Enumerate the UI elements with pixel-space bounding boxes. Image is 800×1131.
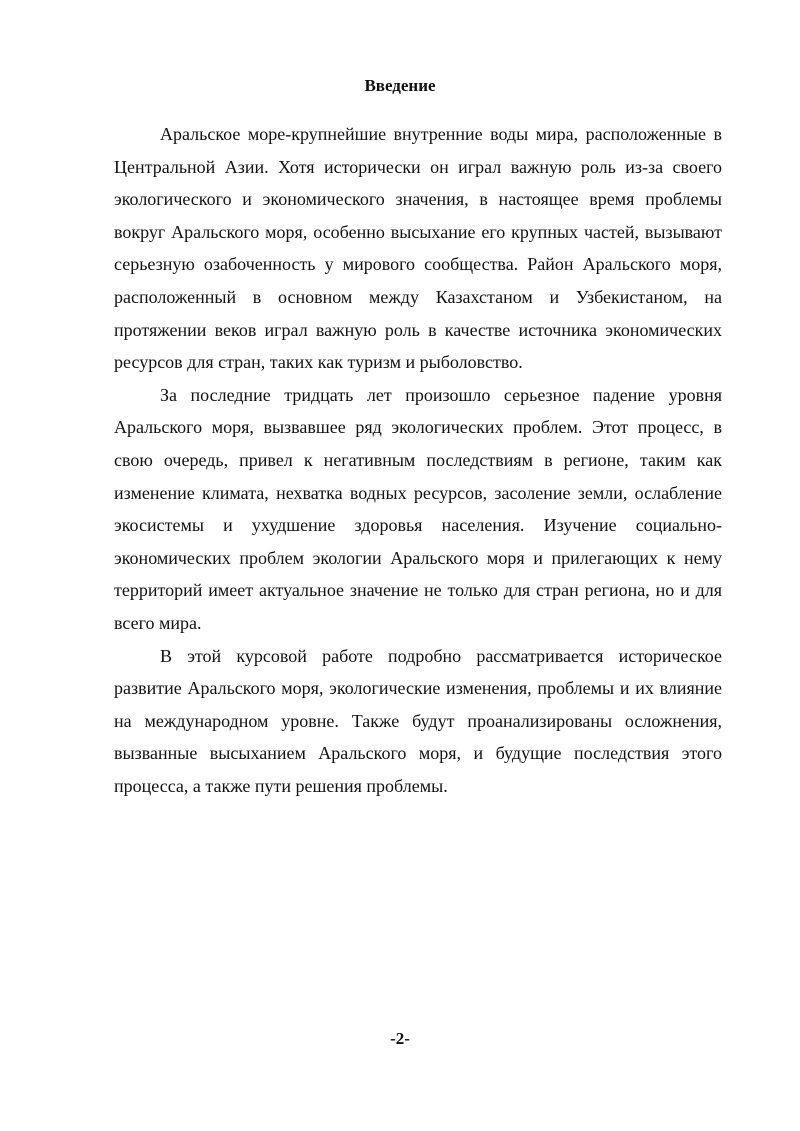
body-text: [114, 118, 722, 802]
page-number: -2-: [390, 1029, 410, 1048]
paragraph-2: За последние тридцать лет произошло серьезное падение уровня Аральского моря, вызвавшее ряд экологических проблем. Этот процесс, в свою очередь, привел к негативным последствиям в регионе, таким как изменение климата, нехватка водных ресурсов, засоление земли, ослабление экосистемы и ухудшение здоровья населения. Изучение социально-экономических проблем экологии Аральского моря и прилегающих к нему территорий имеет актуальное значение не только для стран региона, но и для всего мира.: [114, 384, 722, 633]
paragraph-1: Аральское море-крупнейшие внутренние воды мира, расположенные в Центральной Азии. Хотя исторически он играл важную роль из-за своего экологического и экономического значения, в настоящее время проблемы вокруг Аральского моря, особенно высыхание его крупных частей, вызывают серьезную озабоченность у мирового сообщества. Район Аральского моря, расположенный в основном между Казахстаном и Узбекистаном, на протяжении веков играл важную роль в качестве источника экономических ресурсов для стран, таких как туризм и рыболовство.: [114, 124, 722, 373]
section-heading: Введение: [364, 76, 436, 95]
paragraph-3: В этой курсовой работе подробно рассматривается историческое развитие Аральского моря, экологические изменения, проблемы и их влияние на международном уровне. Также будут проанализированы осложнения, вызванные высыханием Аральского моря, и будущие последствия этого процесса, а также пути решения проблемы.: [114, 645, 722, 796]
